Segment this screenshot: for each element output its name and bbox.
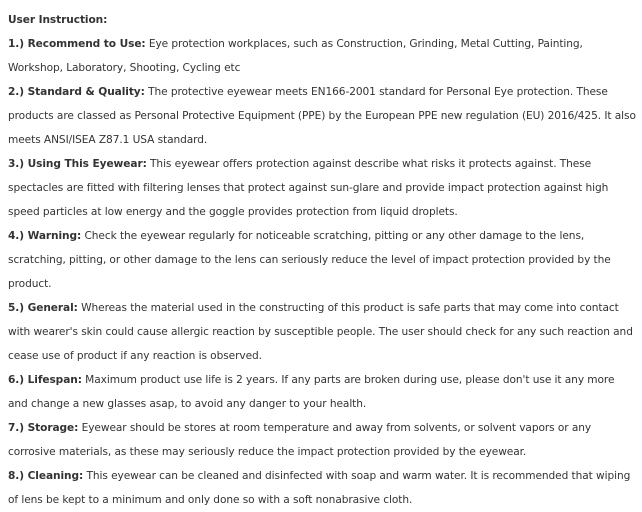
instruction-item-label: 2.) Standard & Quality: bbox=[8, 86, 145, 98]
instruction-item-storage bbox=[8, 416, 636, 464]
instruction-item-label: 7.) Storage: bbox=[8, 422, 79, 434]
instruction-item-text: Whereas the material used in the constructing of this product is safe parts that may come into contact with wearer's skin could cause allergic reaction by susceptible people. The user should check for any such reaction and cease use of product if any reaction is observed. bbox=[8, 302, 633, 362]
instruction-item-text: This eyewear can be cleaned and disinfected with soap and warm water. It is recommended that wiping of lens be kept to a minimum and only done so with a soft nonabrasive cloth. bbox=[8, 470, 631, 506]
instruction-item-text: The protective eyewear meets EN166-2001 standard for Personal Eye protection. These products are classed as Personal Protective Equipment (PPE) by the European PPE new regulation (EU) 2016/425. It also meets ANSI/ISEA Z87.1 USA standard. bbox=[8, 86, 636, 146]
instruction-item-using-this-eyewear bbox=[8, 152, 636, 224]
instruction-item-label: 4.) Warning: bbox=[8, 230, 82, 242]
instruction-item-text: Check the eyewear regularly for noticeable scratching, pitting or any other damage to the lens, scratching, pitting, or other damage to the lens can seriously reduce the level of impact protection provided by the product. bbox=[8, 230, 611, 290]
instruction-item-general bbox=[8, 296, 636, 368]
instruction-item-standard-quality bbox=[8, 80, 636, 152]
instruction-item-text: Eyewear should be stores at room temperature and away from solvents, or solvent vapors or any corrosive materials, as these may seriously reduce the impact protection provided by the eyewear. bbox=[8, 422, 592, 458]
instruction-item-lifespan bbox=[8, 368, 636, 416]
instruction-item-label: 5.) General: bbox=[8, 302, 78, 314]
instruction-item-label: 3.) Using This Eyewear: bbox=[8, 158, 147, 170]
document-heading: User Instruction: bbox=[8, 14, 108, 26]
instruction-item-label: 6.) Lifespan: bbox=[8, 374, 82, 386]
instruction-item-warning bbox=[8, 224, 636, 296]
user-instruction-document bbox=[8, 8, 636, 512]
instruction-item-recommend-to-use bbox=[8, 32, 636, 80]
instruction-item-text: Maximum product use life is 2 years. If any parts are broken during use, please don't use it any more and change a new glasses asap, to avoid any danger to your health. bbox=[8, 374, 615, 410]
instruction-item-label: 8.) Cleaning: bbox=[8, 470, 84, 482]
instruction-item-text: Eye protection workplaces, such as Construction, Grinding, Metal Cutting, Painting, Workshop, Laboratory, Shooting, Cycling etc bbox=[8, 38, 583, 74]
instruction-item-label: 1.) Recommend to Use: bbox=[8, 38, 146, 50]
instruction-item-text: This eyewear offers protection against describe what risks it protects against. These spectacles are fitted with filtering lenses that protect against sun-glare and provide impact protection against high speed particles at low energy and the goggle provides protection from liquid droplets. bbox=[8, 158, 609, 218]
instruction-item-cleaning bbox=[8, 464, 636, 512]
